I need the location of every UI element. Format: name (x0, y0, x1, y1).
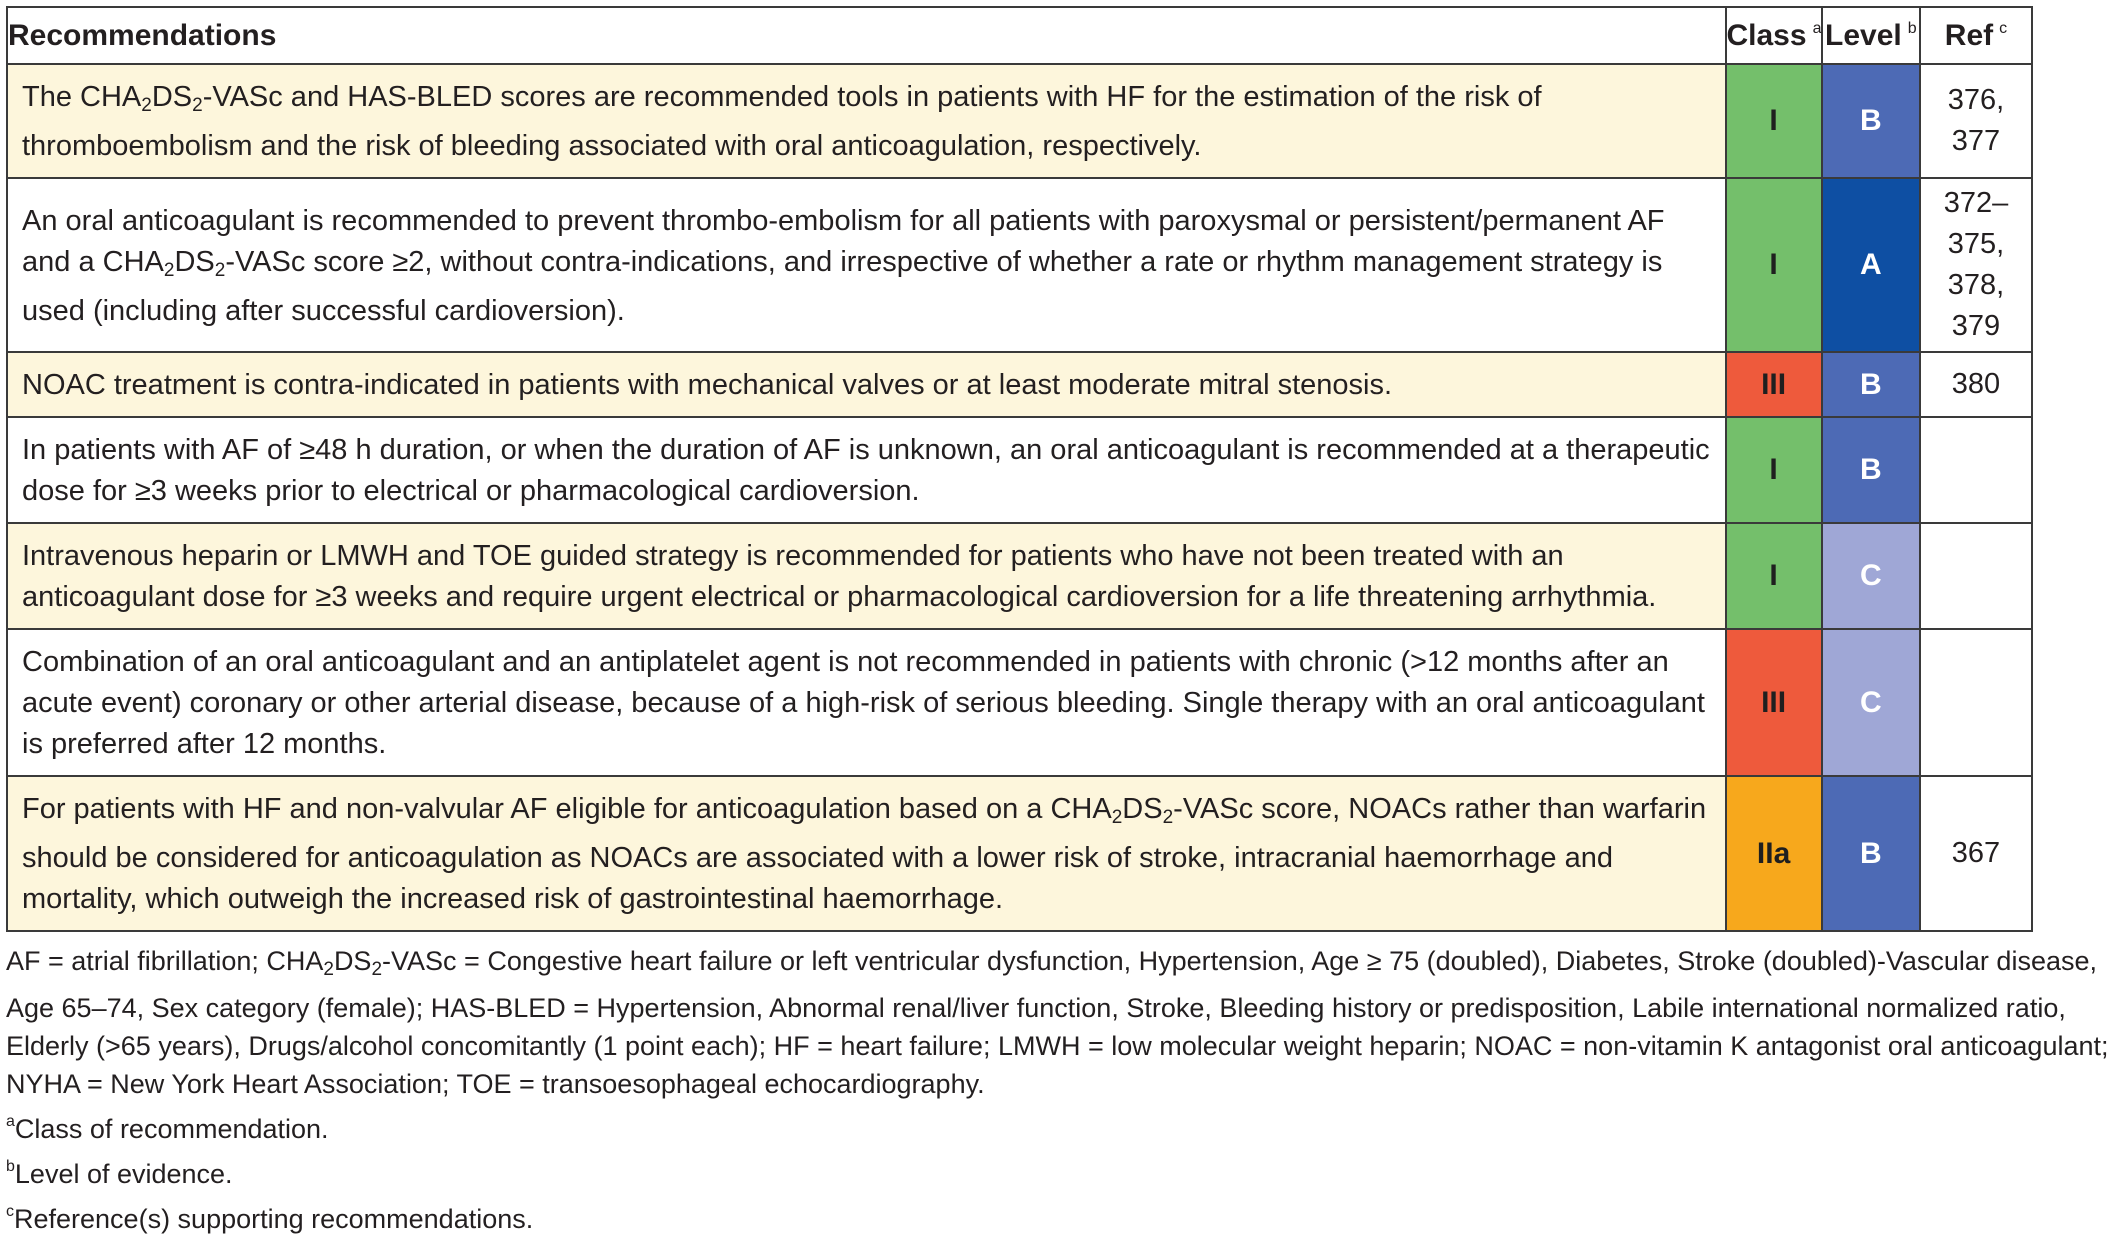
class-badge: I (1726, 417, 1822, 523)
header-recommendations (7, 7, 1726, 64)
recommendation-text: An oral anticoagulant is recommended to prevent thrombo-embolism for all patients with paroxysmal or persistent/permanent AF and a $CHA_2DS_2$-VASc score ≥2, without contra-indications, and irrespective of whether a rate or rhythm management strategy is used (including after successful cardioversion). (7, 178, 1726, 352)
footnote-mark: a (6, 1113, 15, 1130)
level-badge: B (1822, 64, 1920, 178)
reference-cell (1920, 523, 2032, 629)
recommendation-text: The $CHA_2DS_2$-VASc and HAS-BLED scores are recommended tools in patients with HF for the estimation of the risk of thromboembolism and the risk of bleeding associated with oral anticoagulation, respectively. (7, 64, 1726, 178)
reference-cell (1920, 629, 2032, 776)
class-badge: III (1726, 629, 1822, 776)
class-badge: I (1726, 178, 1822, 352)
table-row (7, 178, 2032, 352)
header-ref-footnote-mark: c (1999, 19, 2008, 37)
footnote (6, 1103, 2121, 1148)
abbreviations-note: AF = atrial fibrillation; $CHA_2DS_2$-VASc = Congestive heart failure or left ventricular dysfunction, Hypertension, Age ≥ 75 (doubled), Diabetes, Stroke (doubled)-Vascular disease, Age 65–74, Sex category (female); HAS-BLED = Hypertension, Abnormal renal/liver function, Stroke, Bleeding history or predisposition, Labile international normalized ratio, Elderly (>65 years), Drugs/alcohol concomitantly (1 point each); HF = heart failure; LMWH = low molecular weight heparin; NOAC = non-vitamin K antagonist oral anticoagulant; NYHA = New York Heart Association; TOE = transoesophageal echocardiography. (6, 946, 2109, 1099)
header-class-footnote-mark: a (1812, 19, 1822, 37)
recommendation-text: NOAC treatment is contra-indicated in patients with mechanical valves or at least moderate mitral stenosis. (7, 352, 1726, 417)
table-row (7, 776, 2032, 931)
reference-cell: 372–375, 378, 379 (1920, 178, 2032, 352)
header-class-label: Class (1726, 18, 1807, 52)
footnote (6, 1148, 2121, 1193)
level-badge: C (1822, 523, 1920, 629)
header-class (1726, 7, 1822, 64)
header-recommendations-label: Recommendations (8, 18, 277, 52)
header-ref-label: Ref (1944, 18, 1994, 52)
table-row (7, 64, 2032, 178)
footnote-text: Class of recommendation. (14, 1114, 329, 1144)
header-ref (1920, 7, 2032, 64)
footnote-text: Level of evidence. (14, 1159, 233, 1189)
reference-cell (1920, 417, 2032, 523)
recommendation-text: In patients with AF of ≥48 h duration, or when the duration of AF is unknown, an oral anticoagulant is recommended at a therapeutic dose for ≥3 weeks prior to electrical or pharmacological cardioversion. (7, 417, 1726, 523)
footnotes (6, 942, 2121, 1238)
class-badge: I (1726, 523, 1822, 629)
header-level (1822, 7, 1920, 64)
reference-cell: 367 (1920, 776, 2032, 931)
class-badge: IIa (1726, 776, 1822, 931)
level-badge: C (1822, 629, 1920, 776)
recommendation-text: Intravenous heparin or LMWH and TOE guided strategy is recommended for patients who have not been treated with an anticoagulant dose for ≥3 weeks and require urgent electrical or pharmacological cardioversion for a life threatening arrhythmia. (7, 523, 1726, 629)
footnote-text: Reference(s) supporting recommendations. (14, 1204, 534, 1234)
table-row (7, 417, 2032, 523)
reference-cell: 376, 377 (1920, 64, 2032, 178)
class-badge: III (1726, 352, 1822, 417)
reference-cell: 380 (1920, 352, 2032, 417)
footnote-list (6, 1103, 2121, 1238)
level-badge: A (1822, 178, 1920, 352)
table-row (7, 629, 2032, 776)
footnote (6, 1193, 2121, 1238)
table-body (7, 64, 2032, 931)
recommendations-table (6, 6, 2033, 932)
level-badge: B (1822, 776, 1920, 931)
table-row (7, 352, 2032, 417)
header-level-label: Level (1825, 18, 1902, 52)
recommendation-text: For patients with HF and non-valvular AF eligible for anticoagulation based on a $CHA_2DS_2$-VASc score, NOACs rather than warfarin should be considered for anticoagulation as NOACs are associated with a lower risk of stroke, intracranial haemorrhage and mortality, which outweigh the increased risk of gastrointestinal haemorrhage. (7, 776, 1726, 931)
table-row (7, 523, 2032, 629)
footnote-mark: c (6, 1203, 14, 1220)
level-badge: B (1822, 352, 1920, 417)
level-badge: B (1822, 417, 1920, 523)
header-level-footnote-mark: b (1907, 19, 1917, 37)
table-header-row (7, 7, 2032, 64)
class-badge: I (1726, 64, 1822, 178)
footnote-mark: b (6, 1158, 15, 1175)
recommendation-text: Combination of an oral anticoagulant and an antiplatelet agent is not recommended in patients with chronic (>12 months after an acute event) coronary or other arterial disease, because of a high-risk of serious bleeding. Single therapy with an oral anticoagulant is preferred after 12 months. (7, 629, 1726, 776)
